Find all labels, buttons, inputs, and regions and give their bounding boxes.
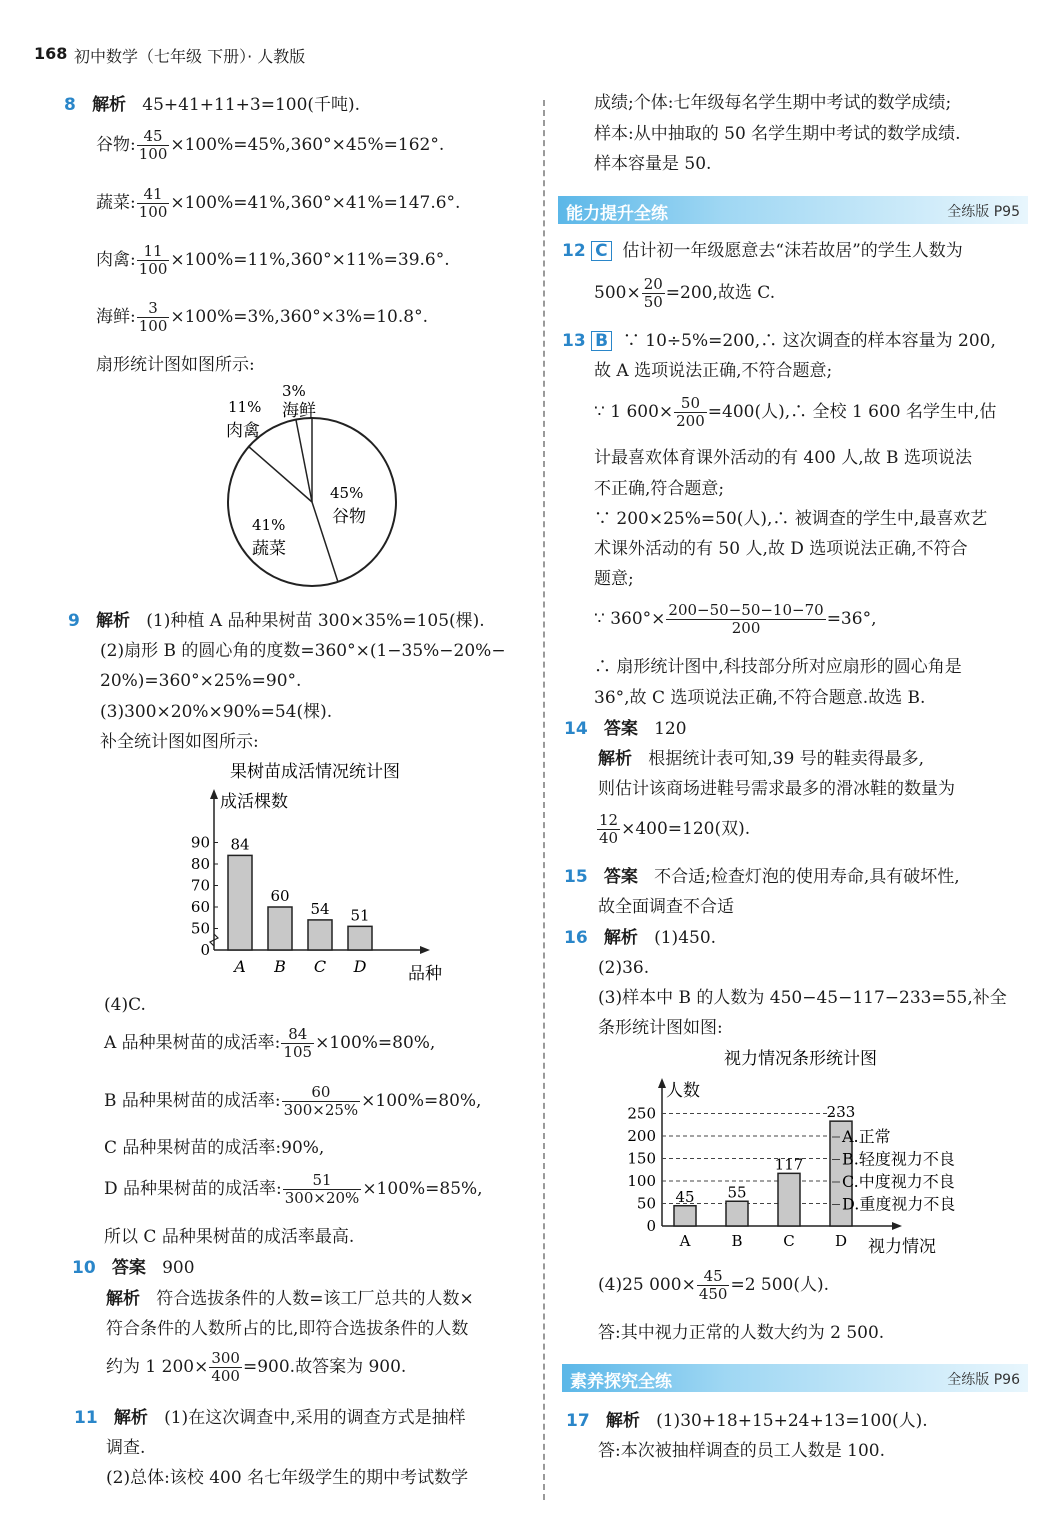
pie-label-grain: 谷物: [332, 507, 366, 527]
q13-line7: 术课外活动的有 50 人,故 D 选项说法正确,不符合: [594, 539, 968, 559]
chart2-x-tick-label: B: [731, 1232, 743, 1250]
page-header-title: 初中数学（七年级 下册）· 人教版: [74, 47, 306, 66]
q13-line10: ∴ 扇形统计图中,科技部分所对应扇形的圆心角是: [594, 657, 962, 677]
q13-line6: ∵ 200×25%=50(人),∴ 被调查的学生中,最喜欢艺: [594, 509, 988, 529]
section-banner-literacy: [562, 1364, 1028, 1392]
chart1-xlabel: 品种: [408, 964, 442, 984]
q12-line1: 12 C 估计初一年级愿意去“沫若故居”的学生人数为: [562, 241, 963, 261]
bar-chart-saplings: [180, 757, 470, 989]
chart2-x-arrow: [892, 1222, 902, 1230]
banner-title: 能力提升全练: [566, 204, 668, 224]
chart1-bar-value: 54: [310, 899, 330, 918]
q13-line3: ∵ 1 600× $\frac{50}{200}$ =400(人),∴ 全校 1 600 名学生中,估: [594, 394, 997, 430]
q13-line4: 计最喜欢体育课外活动的有 400 人,故 B 选项说法: [594, 448, 972, 468]
q9-line1: 9 解析 (1)种植 A 品种果树苗 300×35%=105(棵).: [68, 611, 485, 631]
q14-line1: 解析 根据统计表可知,39 号的鞋卖得最多,: [598, 749, 925, 769]
chart1-bar: [308, 920, 332, 950]
chart1-bar: [348, 926, 372, 950]
pie-chart: [200, 378, 410, 600]
chart1-bar-value: 60: [270, 887, 290, 905]
pie-label-seafood: 海鲜: [282, 401, 316, 421]
chart2-legend-item: D.重度视力不良: [842, 1194, 956, 1214]
q11-cont-line3: 样本容量是 50.: [594, 154, 712, 174]
chart2-x-tick-label: D: [834, 1232, 848, 1250]
q8-item-meat: 肉禽: $\frac{11}{100}$ ×100%=11%,360°×11%=39.6°.: [96, 242, 450, 278]
q10-line3: 约为 1 200× $\frac{300}{400}$ =900.故答案为 900.: [106, 1349, 407, 1385]
q8-item-seafood: 海鲜: $\frac{3}{100}$ ×100%=3%,360°×3%=10.8°.: [96, 299, 428, 335]
chart2-ylabel: 人数: [666, 1081, 700, 1101]
q12-answer-box: C: [591, 241, 611, 261]
chart1-ylabel: 成活棵数: [220, 792, 288, 812]
q8-fig-intro: 扇形统计图如图所示:: [96, 355, 255, 375]
q16-line1: 16 解析 (1)450.: [564, 928, 717, 948]
q8-item-veg: 蔬菜: $\frac{41}{100}$ ×100%=41%,360°×41%=147.6°.: [96, 185, 461, 221]
chart1-bar-value: 51: [350, 906, 370, 925]
chart2-y-tick-label: 150: [627, 1149, 656, 1168]
q13-line11: 36°,故 C 选项说法正确,不符合题意.故选 B.: [594, 688, 926, 708]
chart2-xlabel: 视力情况: [868, 1237, 936, 1257]
q15-line1: 15 答案 不合适;检查灯泡的使用寿命,具有破坏性,: [564, 867, 960, 887]
banner-ref: 全练版 P96: [947, 1372, 1020, 1388]
q14-answer: 14 答案 120: [564, 719, 687, 739]
pie-label-veg: 蔬菜: [252, 539, 286, 559]
pie-label-grain-pct: 45%: [330, 484, 364, 502]
q13-line1: 13 B ∵ 10÷5%=200,∴ 这次调查的样本容量为 200,: [562, 331, 996, 351]
q9-rate-d: D 品种果树苗的成活率: $\frac{51}{300\times 20\%}$ ×100%=85%,: [104, 1171, 483, 1207]
q16-line5: (4)25 000× $\frac{45}{450}$ =2 500(人).: [598, 1267, 830, 1303]
banner-ref: 全练版 P95: [947, 204, 1020, 220]
section-banner-ability: [558, 196, 1028, 224]
chart1-bar: [228, 855, 252, 950]
chart2-bar-value: 55: [727, 1183, 747, 1202]
chart1-y-tick-label: 80: [190, 855, 210, 873]
q9-line6: (4)C.: [104, 995, 146, 1015]
chart2-bar-value: 117: [774, 1155, 804, 1174]
chart1-y-tick-label: 90: [190, 833, 210, 852]
chart2-y-tick-label: 100: [627, 1172, 656, 1190]
chart2-bar-value: 233: [826, 1103, 856, 1122]
q11-line3: (2)总体:该校 400 名七年级学生的期中考试数学: [106, 1468, 469, 1488]
bar-chart-vision: [614, 1044, 1024, 1260]
q16-line3: (3)样本中 B 的人数为 450−45−117−233=55,补全: [598, 988, 1007, 1008]
chart1-y-tick-label: 70: [190, 876, 210, 895]
q11-cont-line1: 成绩;个体:七年级每名学生期中考试的数学成绩;: [594, 93, 952, 113]
chart2-legend-item: A.正常: [842, 1127, 891, 1146]
q11-cont-line2: 样本:从中抽取的 50 名学生期中考试的数学成绩.: [594, 124, 961, 144]
chart1-title: 果树苗成活情况统计图: [230, 762, 400, 782]
q17-line1: 17 解析 (1)30+18+15+24+13=100(人).: [566, 1411, 928, 1431]
q9-rate-b: B 品种果树苗的成活率: $\frac{60}{300\times 25\%}$ ×100%=80%,: [104, 1083, 482, 1119]
q16-line4: 条形统计图如图:: [598, 1018, 723, 1038]
pie-label-meat-pct: 11%: [228, 398, 262, 416]
chart1-y-arrow: [210, 789, 218, 799]
chart1-y-tick-label: 0: [200, 941, 210, 959]
q16-line2: (2)36.: [598, 958, 650, 978]
chart1-y-tick-label: 60: [190, 898, 210, 916]
q13-line2: 故 A 选项说法正确,不符合题意;: [594, 361, 833, 381]
chart2-y-tick-label: 250: [627, 1104, 656, 1123]
chart1-x-tick-label: A: [234, 957, 246, 976]
q9-line2: (2)扇形 B 的圆心角的度数=360°×(1−35%−20%−: [100, 641, 506, 661]
chart1-x-tick-label: C: [313, 957, 327, 976]
q9-line5: 补全统计图如图所示:: [100, 732, 259, 752]
pie-label-meat: 肉禽: [226, 421, 260, 441]
chart2-title: 视力情况条形统计图: [724, 1049, 877, 1069]
chart1-x-arrow: [420, 946, 430, 954]
q10-line2: 符合条件的人数所占的比,即符合选拔条件的人数: [106, 1319, 469, 1339]
chart2-bar: [778, 1173, 800, 1226]
q8-item-grain: 谷物: $\frac{45}{100}$ ×100%=45%,360°×45%=162°.: [96, 127, 445, 163]
chart2-bar: [674, 1206, 696, 1226]
chart2-bar-value: 45: [675, 1187, 695, 1206]
q17-line2: 答:本次被抽样调查的员工人数是 100.: [598, 1441, 885, 1461]
chart1-x-tick-label: D: [353, 957, 367, 976]
chart2-legend-item: C.中度视力不良: [842, 1172, 955, 1191]
pie-label-veg-pct: 41%: [252, 516, 286, 534]
q9-line3: 20%)=360°×25%=90°.: [100, 671, 302, 691]
chart1-x-tick-label: B: [274, 957, 286, 976]
q13-line5: 不正确,符合题意;: [594, 479, 725, 499]
chart2-bar: [726, 1201, 748, 1226]
q9-rate-c: C 品种果树苗的成活率:90%,: [104, 1138, 325, 1158]
q11-line2: 调查.: [106, 1438, 146, 1458]
q14-line3: $\frac{12}{40}$ ×400=120(双).: [599, 811, 751, 847]
q13-answer-box: B: [591, 331, 612, 351]
chart2-y-tick-label: 0: [646, 1217, 656, 1235]
chart2-y-tick-label: 50: [636, 1194, 656, 1213]
chart2-y-arrow: [658, 1078, 666, 1088]
q9-conclusion: 所以 C 品种果树苗的成活率最高.: [104, 1227, 355, 1247]
chart2-x-tick-label: C: [783, 1232, 795, 1250]
chart1-bar: [268, 907, 292, 950]
q9-line4: (3)300×20%×90%=54(棵).: [100, 702, 333, 722]
q14-line2: 则估计该商场进鞋号需求最多的滑冰鞋的数量为: [598, 779, 955, 799]
chart2-x-tick-label: A: [679, 1232, 691, 1250]
q11-line1: 11 解析 (1)在这次调查中,采用的调查方式是抽样: [74, 1408, 466, 1428]
q10-answer: 10 答案 900: [72, 1258, 195, 1278]
page-number: 168: [34, 44, 68, 63]
chart2-legend-item: B.轻度视力不良: [842, 1149, 955, 1169]
q10-line1: 解析 符合选拔条件的人数=该工厂总共的人数×: [106, 1289, 474, 1309]
chart1-y-tick-label: 50: [190, 919, 210, 938]
chart2-y-tick-label: 200: [627, 1127, 656, 1145]
chart1-bar-value: 84: [230, 835, 250, 854]
q16-line6: 答:其中视力正常的人数大约为 2 500.: [598, 1323, 885, 1343]
q9-rate-a: A 品种果树苗的成活率: $\frac{84}{105}$ ×100%=80%,: [104, 1025, 436, 1061]
q13-line9: ∵ 360°× $\frac{200-50-50-10-70}{200}$ =36°,: [594, 601, 877, 637]
q15-line2: 故全面调查不合适: [598, 897, 734, 917]
pie-label-seafood-pct: 3%: [282, 382, 306, 400]
q8-line1: 8 解析 45+41+11+3=100(千吨).: [64, 95, 361, 115]
column-divider: [543, 100, 545, 1500]
banner-title: 素养探究全练: [570, 1372, 672, 1392]
q13-line8: 题意;: [594, 569, 634, 589]
q12-line2: 500× $\frac{20}{50}$ =200,故选 C.: [594, 275, 776, 311]
